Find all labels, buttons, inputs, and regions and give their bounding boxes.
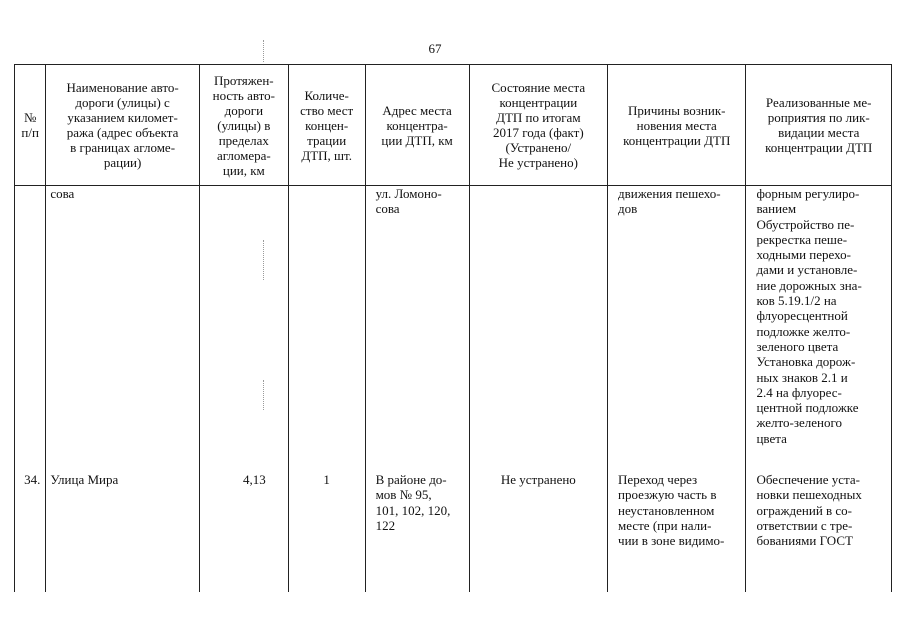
cell-road-length: 4,13 (199, 472, 288, 592)
scan-artifact-dots (263, 40, 265, 62)
cell-state: Не устранено (469, 472, 607, 592)
cell-state (469, 186, 607, 473)
header-road-name: Наименование авто- дороги (улицы) с указанием километ- ража (адрес объекта в границах агломе- рации) (46, 65, 200, 186)
header-cause: Причины возник- новения места концентрации ДТП (608, 65, 746, 186)
cell-count: 1 (288, 472, 365, 592)
cell-cause: движения пешехо- дов (608, 186, 746, 473)
table-row-continuation (15, 186, 892, 473)
cell-count (288, 186, 365, 473)
header-road-length: Протяжен- ность авто- дороги (улицы) в пределах агломера- ции, км (199, 65, 288, 186)
header-state: Состояние места концентрации ДТП по итогам 2017 года (факт) (Устранено/ Не устранено) (469, 65, 607, 186)
cell-number (15, 186, 46, 473)
accident-concentration-table (14, 64, 892, 592)
cell-measures: Обеспечение уста- новки пешеходных ограждений в со- ответствии с тре- бованиями ГОСТ (746, 472, 892, 592)
cell-number: 34. (15, 472, 46, 592)
cell-address: В районе до- мов № 95, 101, 102, 120, 122 (365, 472, 469, 592)
cell-road-length (199, 186, 288, 473)
cell-address: ул. Ломоно- сова (365, 186, 469, 473)
cell-measures: форным регулиро- ванием Обустройство пе- рекрестка пеше- ходными перехо- дами и установле- ние дорожных зна- ков 5.19.1/2 на флуоресцентной подложке желто- зеленого цвета Установка дорож- ных знаков 2.1 и 2.4 на флуорес- центной подложке желто-зеленого цвета (746, 186, 892, 473)
header-count: Количе- ство мест концен- трации ДТП, шт. (288, 65, 365, 186)
cell-road-name: сова (46, 186, 200, 473)
header-address: Адрес места концентра- ции ДТП, км (365, 65, 469, 186)
table-header-row (15, 65, 892, 186)
page-number: 67 (428, 41, 442, 56)
header-number: № п/п (15, 65, 46, 186)
header-measures: Реализованные ме- роприятия по лик- видации места концентрации ДТП (746, 65, 892, 186)
table-row (15, 472, 892, 592)
cell-road-name: Улица Мира (46, 472, 200, 592)
cell-cause: Переход через проезжую часть в неустановленном месте (при нали- чии в зоне видимо- (608, 472, 746, 592)
